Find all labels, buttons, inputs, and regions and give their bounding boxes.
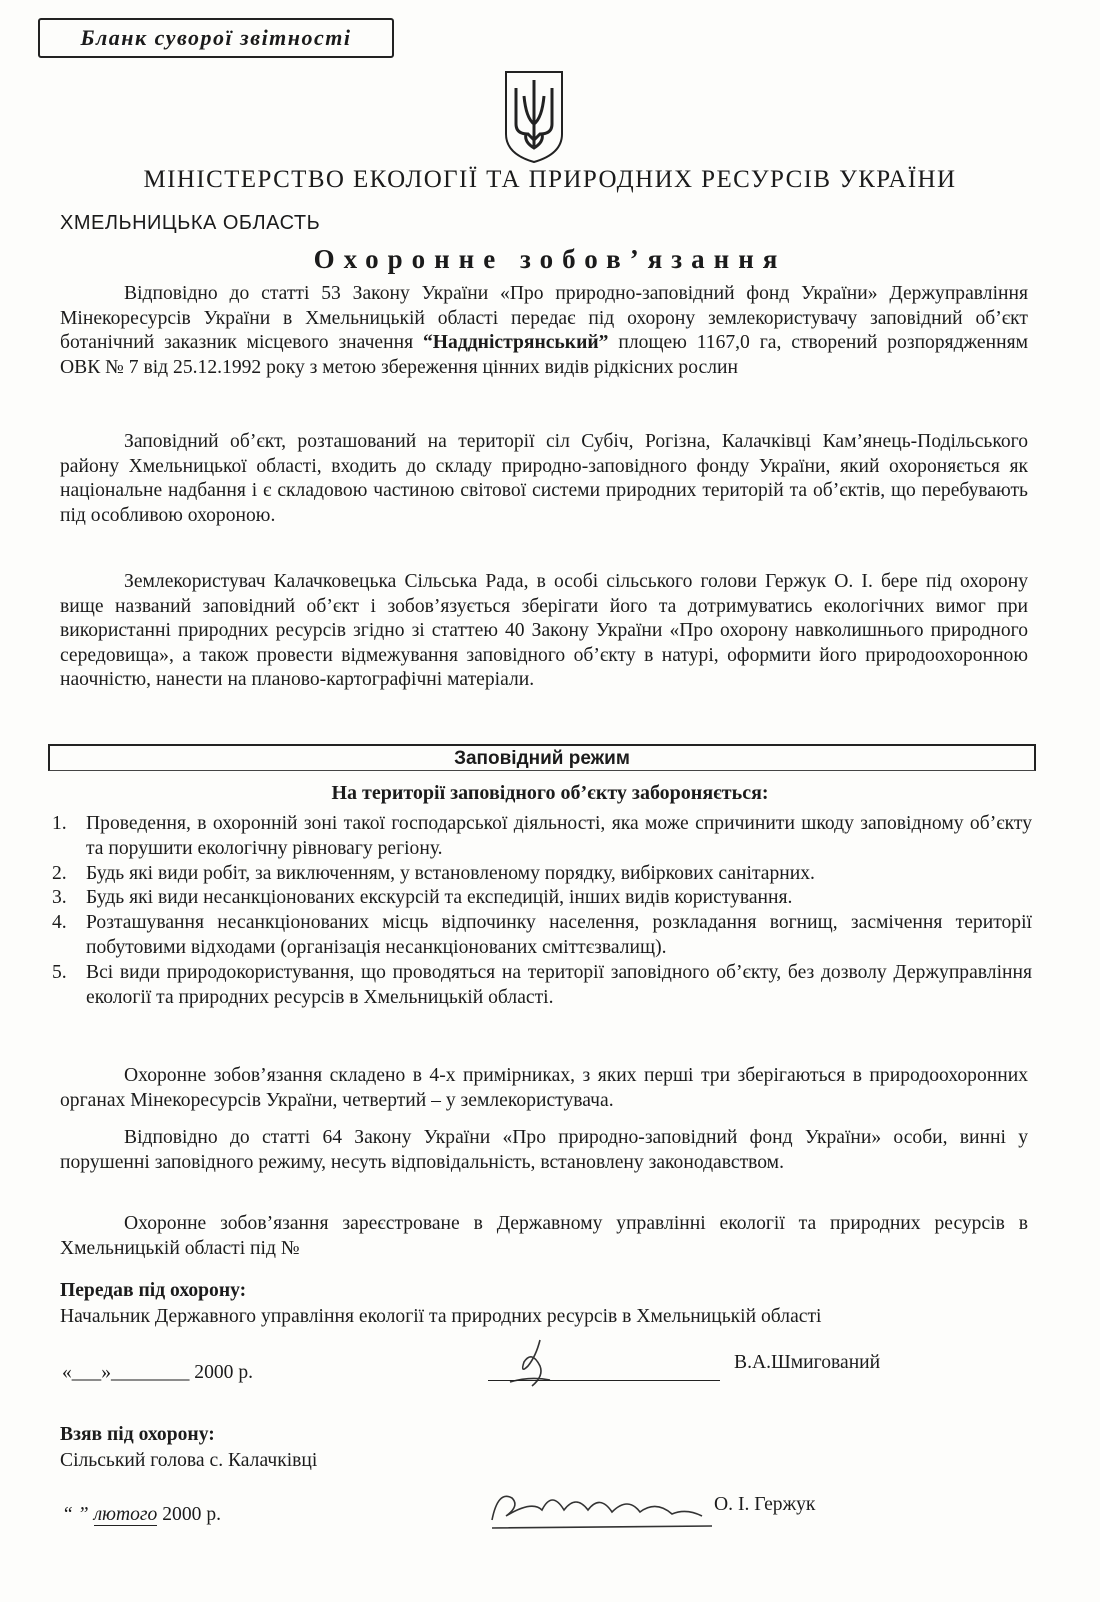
paragraph-liability (60, 1126, 1028, 1175)
prohibited-heading: На території заповідного об’єкту забороняється: (331, 782, 769, 804)
item-text: Будь які види несанкціонованих екскурсій та експедицій, інших видів користування. (86, 887, 793, 909)
transferred-date (62, 1362, 253, 1384)
date-day: “ ” (62, 1504, 94, 1525)
item-number: 3. (52, 887, 67, 909)
item-text: Проведення, в охоронній зоні такої господарської діяльності, яка може спричинити шкоду заповідному об’єкту та порушити екологічну рівновагу регіону. (86, 813, 1032, 859)
regime-heading: Заповідний режим (48, 744, 1036, 771)
accepted-label: Взяв під охорону: (60, 1424, 215, 1445)
signature-line (488, 1380, 720, 1381)
ministry-header: МІНІСТЕРСТВО ЕКОЛОГІЇ ТА ПРИРОДНИХ РЕСУРСІВ УКРАЇНИ (143, 166, 957, 193)
reserve-name: “Наддністрянський” (423, 332, 609, 354)
list-item (52, 812, 1032, 862)
date-year: 2000 р. (194, 1362, 254, 1383)
transferred-position: Начальник Державного управління екології та природних ресурсів в Хмельницькій області (60, 1306, 822, 1327)
item-number: 1. (52, 813, 67, 834)
prohibitions-list (52, 812, 1032, 1010)
p6-text: Охоронне зобов’язання зареєстроване в Державному управлінні екології та природних ресурсів в Хмельницькій області під № (60, 1213, 1028, 1259)
p1-intro: Відповідно до статті 53 Закону України «Про природно-заповідний фонд України» Держуправління Мінекоресурсів України в Хмельницькій області передає під охорону землекористувачу заповідний об’єкт ботанічний заказник місцевого значення (60, 283, 1028, 354)
region-name: ХМЕЛЬНИЦЬКА ОБЛАСТЬ (60, 212, 321, 234)
item-number: 2. (52, 862, 67, 884)
document-title: Охоронне зобов’язання (313, 244, 787, 274)
signature-herzhuk (472, 1470, 722, 1540)
transferred-name: В.А.Шмигований (734, 1352, 881, 1373)
p5-text: Відповідно до статті 64 Закону України «Про природно-заповідний фонд України» особи, винні у порушенні заповідного режиму, несуть відповідальність, встановлену законодавством. (60, 1127, 1028, 1173)
paragraph-location (60, 430, 1028, 528)
p2-text: Заповідний об’єкт, розташований на території сіл Субіч, Рогізна, Калачківці Кам’янець-Подільського району Хмельницької області, входить до складу природно-заповідного фонду України, який охороняється як національне надбання і є складовою частиною світової системи природних територій та об’єктів, що перебувають під особливою охороною. (60, 431, 1028, 526)
paragraph-obligations (60, 570, 1028, 693)
list-item (52, 886, 1032, 911)
paragraph-copies (60, 1064, 1028, 1113)
signature-shmyhovanyi (470, 1336, 590, 1396)
list-item (52, 862, 1032, 887)
date-blank: «___»________ (62, 1362, 190, 1383)
accepted-name: О. І. Гержук (714, 1494, 816, 1515)
item-text: Розташування несанкціонованих місць відпочинку населення, розкладання вогнищ, засмічення території побутовими відходами (організація несанкціонованих сміттєзвалищ). (86, 912, 1032, 958)
transferred-label: Передав під охорону: (60, 1280, 247, 1301)
item-text: Всі види природокористування, що проводяться на території заповідного об’єкту, без дозволу Держуправління екології та природних ресурсів в Хмельницькій області. (86, 961, 1032, 1008)
item-text: Будь які види робіт, за виключенням, у встановленому порядку, вибіркових санітарних. (86, 862, 815, 884)
p4-text: Охоронне зобов’язання складено в 4-х примірниках, з яких перші три зберігаються в природоохоронних органах Мінекоресурсів України, четвертий – у землекористувача. (60, 1065, 1028, 1111)
list-item (52, 961, 1032, 1011)
date-year: 2000 р. (162, 1504, 222, 1525)
accepted-position: Сільський голова с. Калачківці (60, 1450, 318, 1471)
paragraph-transfer (60, 282, 1028, 380)
item-number: 5. (52, 961, 67, 983)
p1-rest: площею 1167,0 га, створений розпорядженням ОВК № 7 від 25.12.1992 року з метою збереження цінних видів рідкісних рослин (60, 332, 1028, 378)
item-number: 4. (52, 912, 67, 934)
ukraine-trident-emblem-icon (502, 68, 566, 164)
paragraph-registration (60, 1212, 1028, 1261)
form-stamp: Бланк суворої звітності (38, 18, 394, 58)
date-month: лютого (93, 1504, 158, 1525)
p3-text: Землекористувач Калачковецька Сільська Рада, в особі сільського голови Гержук О. І. бере під охорону вище названий заповідний об’єкт і зобов’язується зберігати його та дотримуватись екологічних вимог при використанні природних ресурсів згідно зі статтею 40 Закону України «Про охорону навколишнього природного середовища», а також провести відмежування заповідного об’єкту в натурі, оформити його природоохоронною наочністю, нанести на планово-картографічні матеріали. (60, 571, 1028, 691)
list-item (52, 911, 1032, 961)
accepted-date (62, 1504, 221, 1526)
